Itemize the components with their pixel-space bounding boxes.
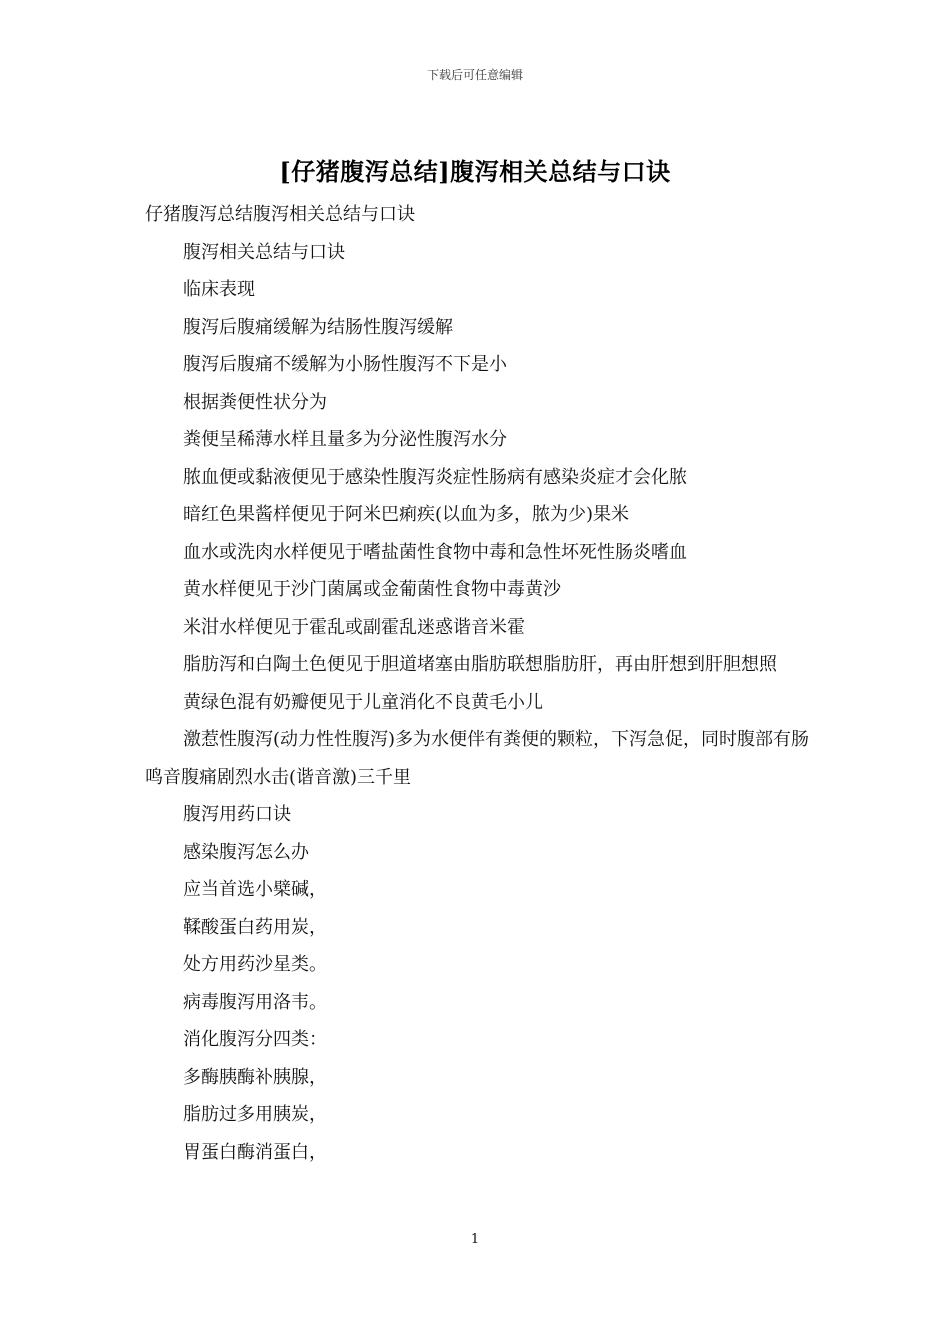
paragraph: 多酶胰酶补胰腺， (183, 1066, 327, 1088)
paragraph: 黄水样便见于沙门菌属或金葡菌性食物中毒黄沙 (183, 579, 561, 600)
paragraph: 病毒腹泻用洛韦。 (183, 991, 327, 1013)
paragraph: 仔猪腹泻总结腹泻相关总结与口诀 (145, 204, 415, 225)
header-note: 下载后可任意编辑 (426, 68, 523, 82)
paragraph: 处方用药沙星类。 (183, 954, 327, 975)
paragraph: 粪便呈稀薄水样且量多为分泌性腹泻水分 (183, 429, 507, 450)
paragraph: 胃蛋白酶消蛋白， (183, 1141, 327, 1163)
paragraph: 暗红色果酱样便见于阿米巴痢疾(以血为多，脓为少)果米 (183, 504, 630, 525)
paragraph: 血水或洗肉水样便见于嗜盐菌性食物中毒和急性坏死性肠炎嗜血 (183, 541, 687, 563)
paragraph: 腹泻后腹痛缓解为结肠性腹泻缓解 (183, 316, 453, 338)
paragraph: 黄绿色混有奶瓣便见于儿童消化不良黄毛小儿 (183, 691, 543, 713)
paragraph: 腹泻后腹痛不缓解为小肠性腹泻不下是小 (183, 354, 507, 375)
paragraph: 脂肪过多用胰炭， (183, 1104, 327, 1125)
paragraph: 感染腹泻怎么办 (183, 841, 309, 863)
paragraph: 腹泻用药口诀 (183, 804, 291, 825)
paragraph: 激惹性腹泻(动力性性腹泻)多为水便伴有粪便的颗粒，下泻急促，同时腹部有肠鸣音腹痛剧烈水击(谐音激)三千里 (145, 729, 810, 788)
page-number: 1 (470, 1232, 480, 1247)
paragraph: 根据粪便性状分为 (183, 391, 327, 413)
paragraph: 消化腹泻分四类： (183, 1029, 327, 1050)
paragraph: 鞣酸蛋白药用炭， (183, 916, 327, 938)
document-title: [仔猪腹泻总结]腹泻相关总结与口诀 (279, 157, 671, 186)
paragraph: 米泔水样便见于霍乱或副霍乱迷惑谐音米霍 (183, 616, 525, 638)
paragraph: 临床表现 (183, 279, 255, 300)
paragraph: 应当首选小檗碱， (183, 879, 327, 900)
paragraph: 脂肪泻和白陶土色便见于胆道堵塞由脂肪联想脂肪肝，再由肝想到肝胆想照 (183, 654, 777, 675)
document-body (145, 196, 815, 1171)
paragraph: 脓血便或黏液便见于感染性腹泻炎症性肠病有感染炎症才会化脓 (183, 466, 687, 488)
paragraph: 腹泻相关总结与口诀 (183, 241, 345, 263)
